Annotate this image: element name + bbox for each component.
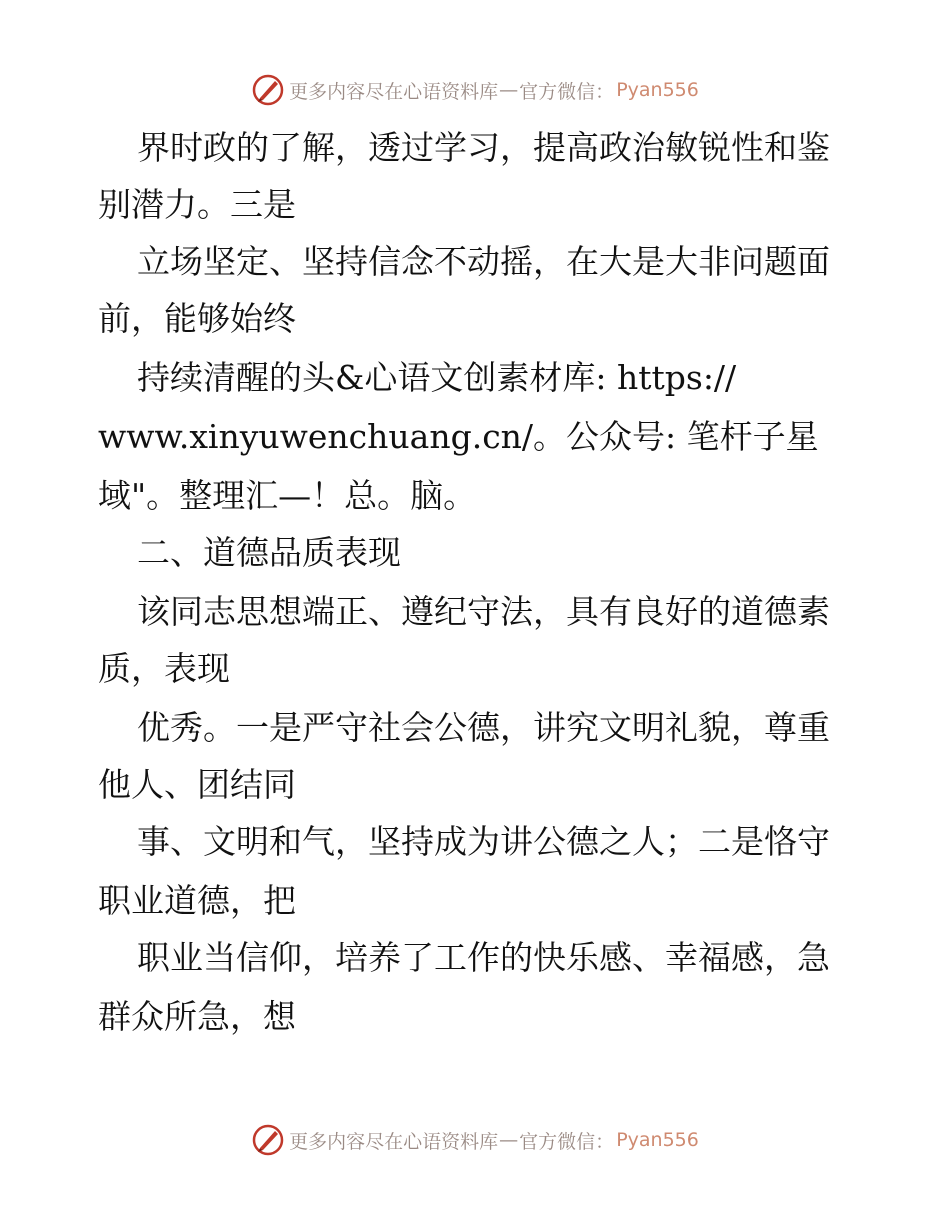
text-line: 优秀。一是严守社会公德，讲究文明礼貌，尊重 — [137, 708, 830, 747]
text-line: 该同志思想端正、遵纪守法，具有良好的道德素 — [137, 592, 830, 631]
footer-banner — [0, 1120, 950, 1160]
banner-wechat-label: 官方微信： — [519, 80, 615, 103]
banner-wechat-id: Pyan556 — [616, 1129, 699, 1151]
text-line: 职业道德，把 — [98, 881, 296, 920]
text-line: 前，能够始终 — [98, 299, 296, 338]
banner-title: 更多内容尽在心语资料库 — [289, 1130, 499, 1153]
text-line: 域"。整理汇—！总。脑。 — [98, 476, 477, 515]
text-line: 别潜力。三是 — [98, 185, 296, 224]
header-banner — [0, 70, 950, 110]
text-line: 事、文明和气，坚持成为讲公德之人；二是恪守 — [137, 822, 830, 861]
banner-wechat-label: 官方微信： — [519, 1130, 615, 1153]
text-line: 界时政的了解，透过学习，提高政治敏锐性和鉴 — [137, 128, 830, 167]
text-line: 职业当信仰，培养了工作的快乐感、幸福感，急 — [137, 938, 830, 977]
quill-pen-logo-icon — [251, 1123, 285, 1157]
banner-wechat-id: Pyan556 — [616, 79, 699, 101]
text-line: 质，表现 — [98, 649, 230, 688]
text-line: 群众所急，想 — [98, 997, 296, 1036]
text-line: 他人、团结同 — [98, 765, 296, 804]
quill-pen-logo-icon — [251, 73, 285, 107]
text-line: 立场坚定、坚持信念不动摇，在大是大非问题面 — [137, 242, 830, 281]
banner-dash: — — [499, 1129, 519, 1151]
text-line: 持续清醒的头&心语文创素材库: https:// — [137, 358, 737, 397]
text-line: www.xinyuwenchuang.cn/。公众号: 笔杆子星 — [98, 417, 819, 456]
section-heading: 二、道德品质表现 — [137, 533, 401, 572]
banner-title: 更多内容尽在心语资料库 — [289, 80, 499, 103]
banner-dash: — — [499, 79, 519, 101]
